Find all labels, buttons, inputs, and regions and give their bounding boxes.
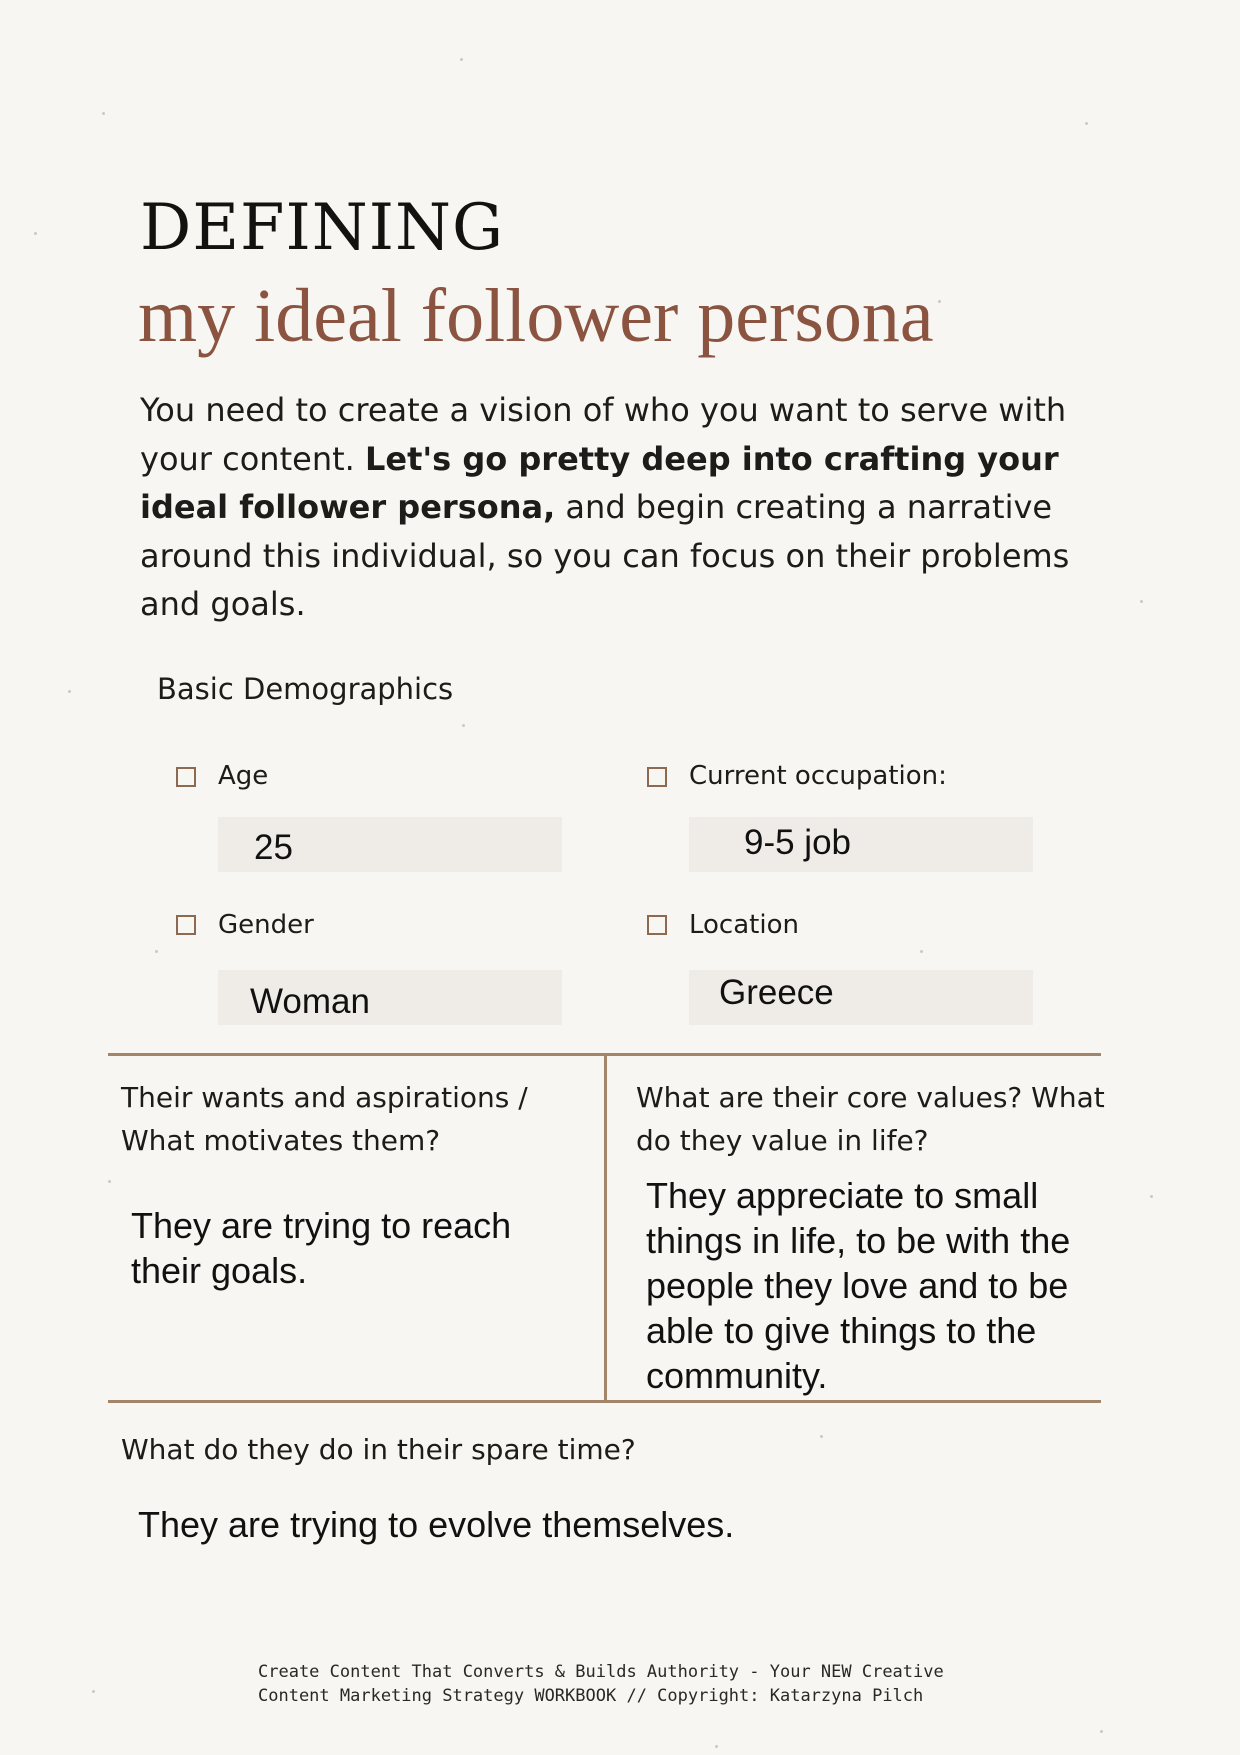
gender-value: Woman (250, 981, 370, 1021)
values-question: What are their core values? What do they value in life? (636, 1081, 1105, 1157)
table-divider (604, 1053, 607, 1402)
occupation-field[interactable] (689, 817, 1033, 872)
occupation-value: 9-5 job (744, 822, 852, 862)
gender-label: Gender (218, 910, 314, 940)
gender-field[interactable] (218, 970, 562, 1025)
intro-text-bold: Let's go pretty deep into crafting your ideal follower persona, (140, 439, 1059, 526)
location-field[interactable] (689, 970, 1033, 1025)
gender-checkbox[interactable] (176, 915, 196, 935)
values-answer[interactable]: They appreciate to small things in life, to be with the people they love and to be able to give things to the community. (646, 1175, 1071, 1396)
occupation-checkbox[interactable] (647, 767, 667, 787)
occupation-label: Current occupation: (689, 761, 947, 791)
page-title: DEFINING (140, 191, 505, 265)
table-bottom-rule (108, 1400, 1101, 1403)
wants-question: Their wants and aspirations / What motivates them? (121, 1081, 528, 1157)
wants-answer[interactable]: They are trying to reach their goals. (131, 1205, 512, 1291)
location-value: Greece (719, 972, 834, 1012)
age-field[interactable] (218, 817, 562, 872)
intro-paragraph (140, 386, 1110, 629)
page-subtitle: my ideal follower persona (138, 274, 934, 358)
age-checkbox[interactable] (176, 767, 196, 787)
location-label: Location (689, 910, 799, 940)
demographics-heading: Basic Demographics (157, 672, 454, 706)
intro-text-end: and begin creating a narrative around this individual, so you can focus on their problems and goals. (140, 488, 1070, 623)
location-checkbox[interactable] (647, 915, 667, 935)
spare-time-question: What do they do in their spare time? (121, 1433, 636, 1466)
age-value: 25 (254, 827, 293, 867)
age-label: Age (218, 761, 269, 791)
footer-copyright: Create Content That Converts & Builds Authority - Your NEW Creative Content Marketing Strategy WORKBOOK // Copyright: Katarzyna Pilch (258, 1662, 944, 1706)
intro-text-start: You need to create a vision of who you want to serve with your content. (140, 391, 1067, 478)
spare-time-answer[interactable]: They are trying to evolve themselves. (138, 1504, 735, 1545)
